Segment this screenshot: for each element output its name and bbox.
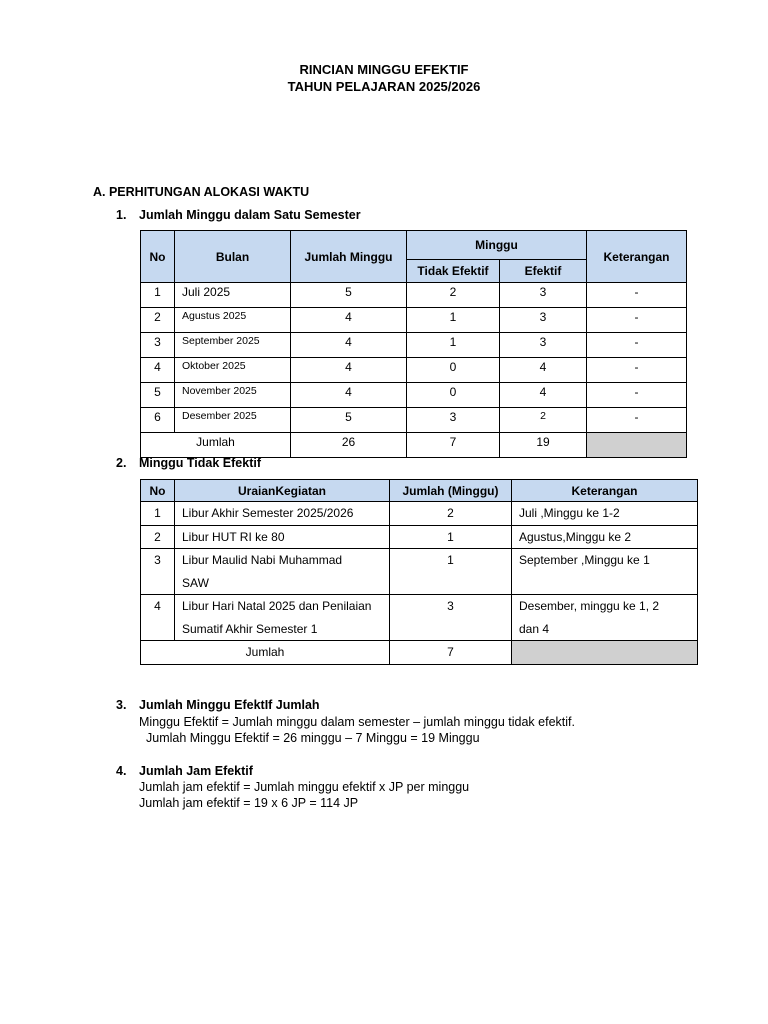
table-row	[141, 308, 687, 333]
total-keterangan-empty	[512, 641, 698, 665]
cell-keterangan: -	[587, 308, 687, 333]
cell-jumlah: 1	[390, 549, 512, 595]
total-efektif: 19	[500, 433, 587, 458]
cell-no: 4	[141, 595, 175, 641]
cell-jumlah: 5	[291, 283, 407, 308]
cell-no: 2	[141, 308, 175, 333]
cell-keterangan: Desember, minggu ke 1, 2 dan 4	[512, 595, 698, 641]
cell-no: 6	[141, 408, 175, 433]
cell-tidak-efektif: 3	[407, 408, 500, 433]
cell-efektif: 2	[500, 408, 587, 433]
section-a-heading: A. PERHITUNGAN ALOKASI WAKTU	[93, 185, 310, 199]
cell-uraian: Libur Maulid Nabi Muhammad SAW	[175, 549, 390, 595]
header-bulan: Bulan	[175, 231, 291, 283]
header-no: No	[141, 231, 175, 283]
cell-no: 1	[141, 502, 175, 526]
cell-efektif: 3	[500, 308, 587, 333]
item-4-calculation: Jumlah jam efektif = 19 x 6 JP = 114 JP	[139, 796, 359, 810]
total-label: Jumlah	[141, 433, 291, 458]
cell-jumlah: 5	[291, 408, 407, 433]
cell-jumlah: 3	[390, 595, 512, 641]
cell-jumlah: 1	[390, 525, 512, 549]
cell-tidak-efektif: 0	[407, 383, 500, 408]
total-keterangan-empty	[587, 433, 687, 458]
item-2-label: Minggu Tidak Efektif	[139, 456, 261, 470]
header-jumlah-minggu: Jumlah Minggu	[291, 231, 407, 283]
header-tidak-efektif: Tidak Efektif	[407, 260, 500, 283]
document-subtitle: TAHUN PELAJARAN 2025/2026	[287, 79, 481, 94]
total-label: Jumlah	[141, 641, 390, 665]
cell-bulan: November 2025	[175, 383, 291, 408]
item-2-number: 2.	[116, 456, 127, 470]
cell-keterangan: September ,Minggu ke 1	[512, 549, 698, 595]
cell-keterangan: -	[587, 358, 687, 383]
item-1-label: Jumlah Minggu dalam Satu Semester	[139, 208, 361, 222]
cell-bulan: Juli 2025	[175, 283, 291, 308]
total-jumlah: 26	[291, 433, 407, 458]
header-jumlah: Jumlah (Minggu)	[390, 480, 512, 502]
item-2-heading	[116, 456, 516, 472]
weeks-per-semester-table	[140, 230, 687, 458]
header-no: No	[141, 480, 175, 502]
cell-uraian: Libur HUT RI ke 80	[175, 525, 390, 549]
cell-jumlah: 4	[291, 308, 407, 333]
cell-jumlah: 2	[390, 502, 512, 526]
cell-no: 1	[141, 283, 175, 308]
cell-no: 3	[141, 549, 175, 595]
header-keterangan: Keterangan	[587, 231, 687, 283]
cell-uraian: Libur Akhir Semester 2025/2026	[175, 502, 390, 526]
table-row	[141, 549, 698, 595]
item-4-number: 4.	[116, 764, 127, 778]
cell-tidak-efektif: 2	[407, 283, 500, 308]
cell-bulan: Desember 2025	[175, 408, 291, 433]
cell-no: 2	[141, 525, 175, 549]
cell-efektif: 3	[500, 333, 587, 358]
table-total-row	[141, 433, 687, 458]
header-minggu: Minggu	[407, 231, 587, 260]
cell-no: 5	[141, 383, 175, 408]
table-row	[141, 408, 687, 433]
header-uraian: UraianKegiatan	[175, 480, 390, 502]
cell-keterangan: Agustus,Minggu ke 2	[512, 525, 698, 549]
cell-keterangan: -	[587, 333, 687, 358]
document-title: RINCIAN MINGGU EFEKTIF	[299, 62, 469, 77]
table-row	[141, 595, 698, 641]
cell-keterangan: -	[587, 408, 687, 433]
cell-jumlah: 4	[291, 333, 407, 358]
cell-efektif: 4	[500, 383, 587, 408]
cell-uraian: Libur Hari Natal 2025 dan Penilaian Sumatif Akhir Semester 1	[175, 595, 390, 641]
total-tidak-efektif: 7	[407, 433, 500, 458]
table-row	[141, 502, 698, 526]
cell-tidak-efektif: 1	[407, 333, 500, 358]
item-1-heading	[116, 208, 516, 224]
table-row	[141, 283, 687, 308]
header-efektif: Efektif	[500, 260, 587, 283]
non-effective-weeks-table	[140, 479, 698, 665]
item-3-number: 3.	[116, 698, 127, 712]
cell-keterangan: Juli ,Minggu ke 1-2	[512, 502, 698, 526]
cell-jumlah: 4	[291, 383, 407, 408]
table-row	[141, 333, 687, 358]
item-1-number: 1.	[116, 208, 127, 222]
cell-no: 4	[141, 358, 175, 383]
item-4-formula: Jumlah jam efektif = Jumlah minggu efektif x JP per minggu	[139, 780, 470, 794]
item-3-formula: Minggu Efektif = Jumlah minggu dalam semester – jumlah minggu tidak efektif.	[139, 715, 575, 729]
cell-efektif: 3	[500, 283, 587, 308]
cell-bulan: Oktober 2025	[175, 358, 291, 383]
item-3-label: Jumlah Minggu EfektIf Jumlah	[139, 698, 320, 712]
cell-bulan: Agustus 2025	[175, 308, 291, 333]
cell-keterangan: -	[587, 383, 687, 408]
cell-jumlah: 4	[291, 358, 407, 383]
total-jumlah: 7	[390, 641, 512, 665]
item-3-calculation: Jumlah Minggu Efektif = 26 minggu – 7 Minggu = 19 Minggu	[146, 731, 480, 745]
cell-efektif: 4	[500, 358, 587, 383]
table-row	[141, 358, 687, 383]
table-row	[141, 383, 687, 408]
table-row	[141, 525, 698, 549]
header-keterangan: Keterangan	[512, 480, 698, 502]
cell-no: 3	[141, 333, 175, 358]
table-total-row	[141, 641, 698, 665]
cell-tidak-efektif: 1	[407, 308, 500, 333]
item-3-heading	[116, 698, 516, 714]
cell-bulan: September 2025	[175, 333, 291, 358]
item-4-label: Jumlah Jam Efektif	[139, 764, 253, 778]
cell-tidak-efektif: 0	[407, 358, 500, 383]
cell-keterangan: -	[587, 283, 687, 308]
item-4-heading	[116, 764, 516, 780]
